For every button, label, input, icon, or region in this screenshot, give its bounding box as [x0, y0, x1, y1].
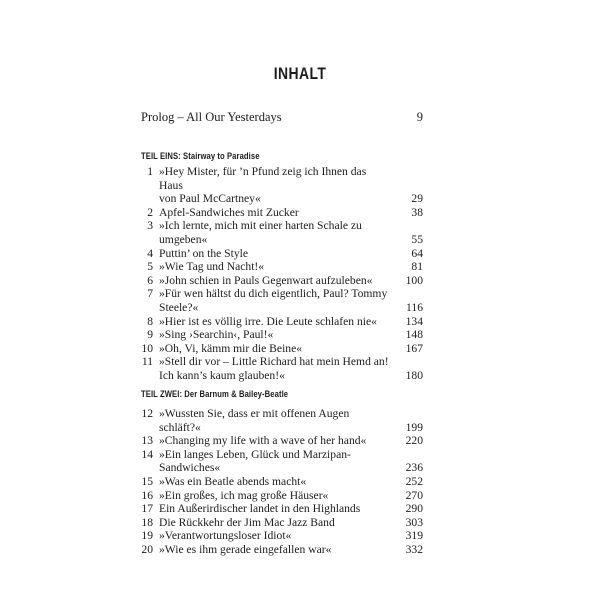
toc-entry — [141, 489, 423, 503]
chapter-title-line: von Paul McCartney« — [159, 192, 261, 206]
toc-entry — [141, 274, 423, 288]
chapter-page: 252 — [405, 474, 423, 488]
chapter-title — [153, 247, 389, 261]
chapter-number: 14 — [141, 447, 153, 461]
chapter-title — [153, 315, 389, 329]
chapter-title-line: Ich kann’s kaum glauben!« — [159, 368, 285, 382]
toc-entry — [141, 328, 423, 342]
chapter-page: 148 — [405, 328, 423, 342]
chapter-number: 16 — [141, 488, 153, 502]
chapter-number: 1 — [147, 165, 153, 178]
chapter-title — [153, 165, 389, 206]
toc-entry — [141, 206, 423, 220]
chapter-number: 4 — [147, 246, 153, 260]
chapter-number: 9 — [147, 328, 153, 342]
chapter-page: 167 — [405, 341, 423, 355]
chapter-number: 13 — [141, 434, 153, 448]
chapter-title — [153, 328, 389, 342]
chapter-title-line: »Stell dir vor – Little Richard hat mein Hemd an! — [159, 355, 389, 369]
toc-entry — [141, 260, 423, 274]
chapter-title — [153, 516, 389, 530]
chapter-title — [153, 529, 389, 543]
chapter-title-line: Die Rückkehr der Jim Mac Jazz Band — [159, 515, 335, 529]
chapter-title-line: »Oh, Vi, kämm mir die Beine« — [159, 341, 303, 355]
toc-entry — [141, 355, 423, 382]
chapter-title-line: Steele?« — [159, 300, 199, 314]
part-one-heading — [141, 151, 260, 161]
chapter-title-line: Apfel-Sandwiches mit Zucker — [159, 205, 299, 219]
toc-entry — [141, 219, 423, 246]
chapter-number: 12 — [141, 407, 153, 420]
chapter-page: 303 — [405, 515, 423, 529]
chapter-number: 18 — [141, 515, 153, 529]
chapter-page: 55 — [411, 232, 423, 246]
chapter-title-line: »Ein großes, ich mag große Häuser« — [159, 488, 329, 502]
chapter-title — [153, 448, 389, 475]
chapter-title-line: Ein Außerirdischer landet in den Highlands — [159, 502, 361, 516]
chapter-title-line: »Hier ist es völlig irre. Die Leute schlafen nie« — [159, 314, 377, 328]
chapter-number: 17 — [141, 502, 153, 516]
toc-entry — [141, 502, 423, 516]
part-two-label: TEIL ZWEI: — [141, 389, 183, 399]
chapter-number: 7 — [147, 287, 153, 301]
chapter-page: 220 — [405, 434, 423, 448]
chapter-title — [153, 219, 389, 246]
chapter-title — [153, 543, 389, 557]
chapter-title — [153, 260, 389, 274]
chapter-number: 19 — [141, 529, 153, 543]
chapter-title-line: Sandwiches« — [159, 461, 221, 475]
toc-entry — [141, 315, 423, 329]
toc-entry — [141, 448, 423, 475]
chapter-title-line: »Changing my life with a wave of her hand« — [159, 434, 367, 448]
chapter-title — [153, 434, 389, 448]
part-one-entries — [141, 165, 423, 383]
toc-entry — [141, 407, 423, 434]
part-two-heading — [141, 389, 288, 399]
chapter-title — [153, 407, 389, 434]
chapter-page: 270 — [405, 488, 423, 502]
chapter-page: 29 — [411, 192, 423, 206]
chapter-number: 11 — [141, 355, 153, 369]
toc-entry — [141, 516, 423, 530]
part-one-subtitle: Stairway to Paradise — [183, 151, 260, 161]
chapter-title — [153, 342, 389, 356]
chapter-page: 199 — [405, 420, 423, 434]
chapter-title-line: umgeben« — [159, 232, 208, 246]
chapter-page: 100 — [405, 273, 423, 287]
prolog-title: Prolog – All Our Yesterdays — [141, 110, 282, 124]
chapter-title — [153, 287, 389, 314]
chapter-title — [153, 274, 389, 288]
page-title: INHALT — [273, 64, 327, 83]
chapter-title-line: »Was ein Beatle abends macht« — [159, 474, 307, 488]
chapter-number: 10 — [141, 341, 153, 355]
chapter-page: 180 — [405, 368, 423, 382]
part-one-label: TEIL EINS: — [141, 151, 181, 161]
chapter-title — [153, 206, 389, 220]
prolog-page: 9 — [416, 110, 423, 124]
chapter-title-line: »Ich lernte, mich mit einer harten Schale zu — [159, 219, 362, 233]
chapter-title — [153, 475, 389, 489]
chapter-page: 319 — [405, 529, 423, 543]
chapter-title-line: »Verantwortungsloser Idiot« — [159, 529, 292, 543]
chapter-number: 3 — [147, 219, 153, 233]
toc-entry — [141, 247, 423, 261]
chapter-page: 134 — [405, 314, 423, 328]
chapter-title-line: »John schien in Pauls Gegenwart aufzuleben« — [159, 273, 373, 287]
chapter-page: 64 — [411, 246, 423, 260]
chapter-title-line: »Wussten Sie, dass er mit offenen Augen schläft?« — [159, 407, 350, 434]
chapter-page: 38 — [411, 205, 423, 219]
chapter-title-line: »Sing ›Searchin‹, Paul!« — [159, 328, 274, 342]
chapter-title — [153, 355, 389, 382]
chapter-page: 116 — [406, 300, 423, 314]
chapter-title-line: »Wie es ihm gerade eingefallen war« — [159, 542, 332, 556]
chapter-page: 332 — [405, 542, 423, 556]
chapter-title-line: »Hey Mister, für ’n Pfund zeig ich Ihnen das Haus — [159, 165, 367, 192]
chapter-title — [153, 489, 389, 503]
chapter-number: 5 — [147, 260, 153, 274]
chapter-page: 81 — [411, 260, 423, 274]
part-two-subtitle: Der Barnum & Bailey-Beatle — [184, 389, 289, 399]
toc-entry — [141, 165, 423, 206]
chapter-page: 236 — [405, 461, 423, 475]
chapter-number: 6 — [147, 273, 153, 287]
chapter-number: 2 — [147, 205, 153, 219]
toc-entry — [141, 287, 423, 314]
prolog-entry — [141, 109, 423, 125]
toc-entry — [141, 434, 423, 448]
toc-entry — [141, 342, 423, 356]
chapter-title-line: »Für wen hältst du dich eigentlich, Paul? Tommy — [159, 287, 388, 301]
chapter-number: 20 — [141, 542, 153, 556]
toc-entry — [141, 529, 423, 543]
chapter-title-line: »Ein langes Leben, Glück und Marzipan- — [159, 447, 351, 461]
chapter-title — [153, 502, 389, 516]
chapter-title-line: »Wie Tag und Nacht!« — [159, 260, 265, 274]
part-two-entries — [141, 407, 423, 557]
toc-entry — [141, 543, 423, 557]
chapter-page: 290 — [405, 502, 423, 516]
chapter-title-line: Puttin’ on the Style — [159, 246, 248, 260]
toc-entry — [141, 475, 423, 489]
chapter-number: 15 — [141, 474, 153, 488]
chapter-number: 8 — [147, 314, 153, 328]
